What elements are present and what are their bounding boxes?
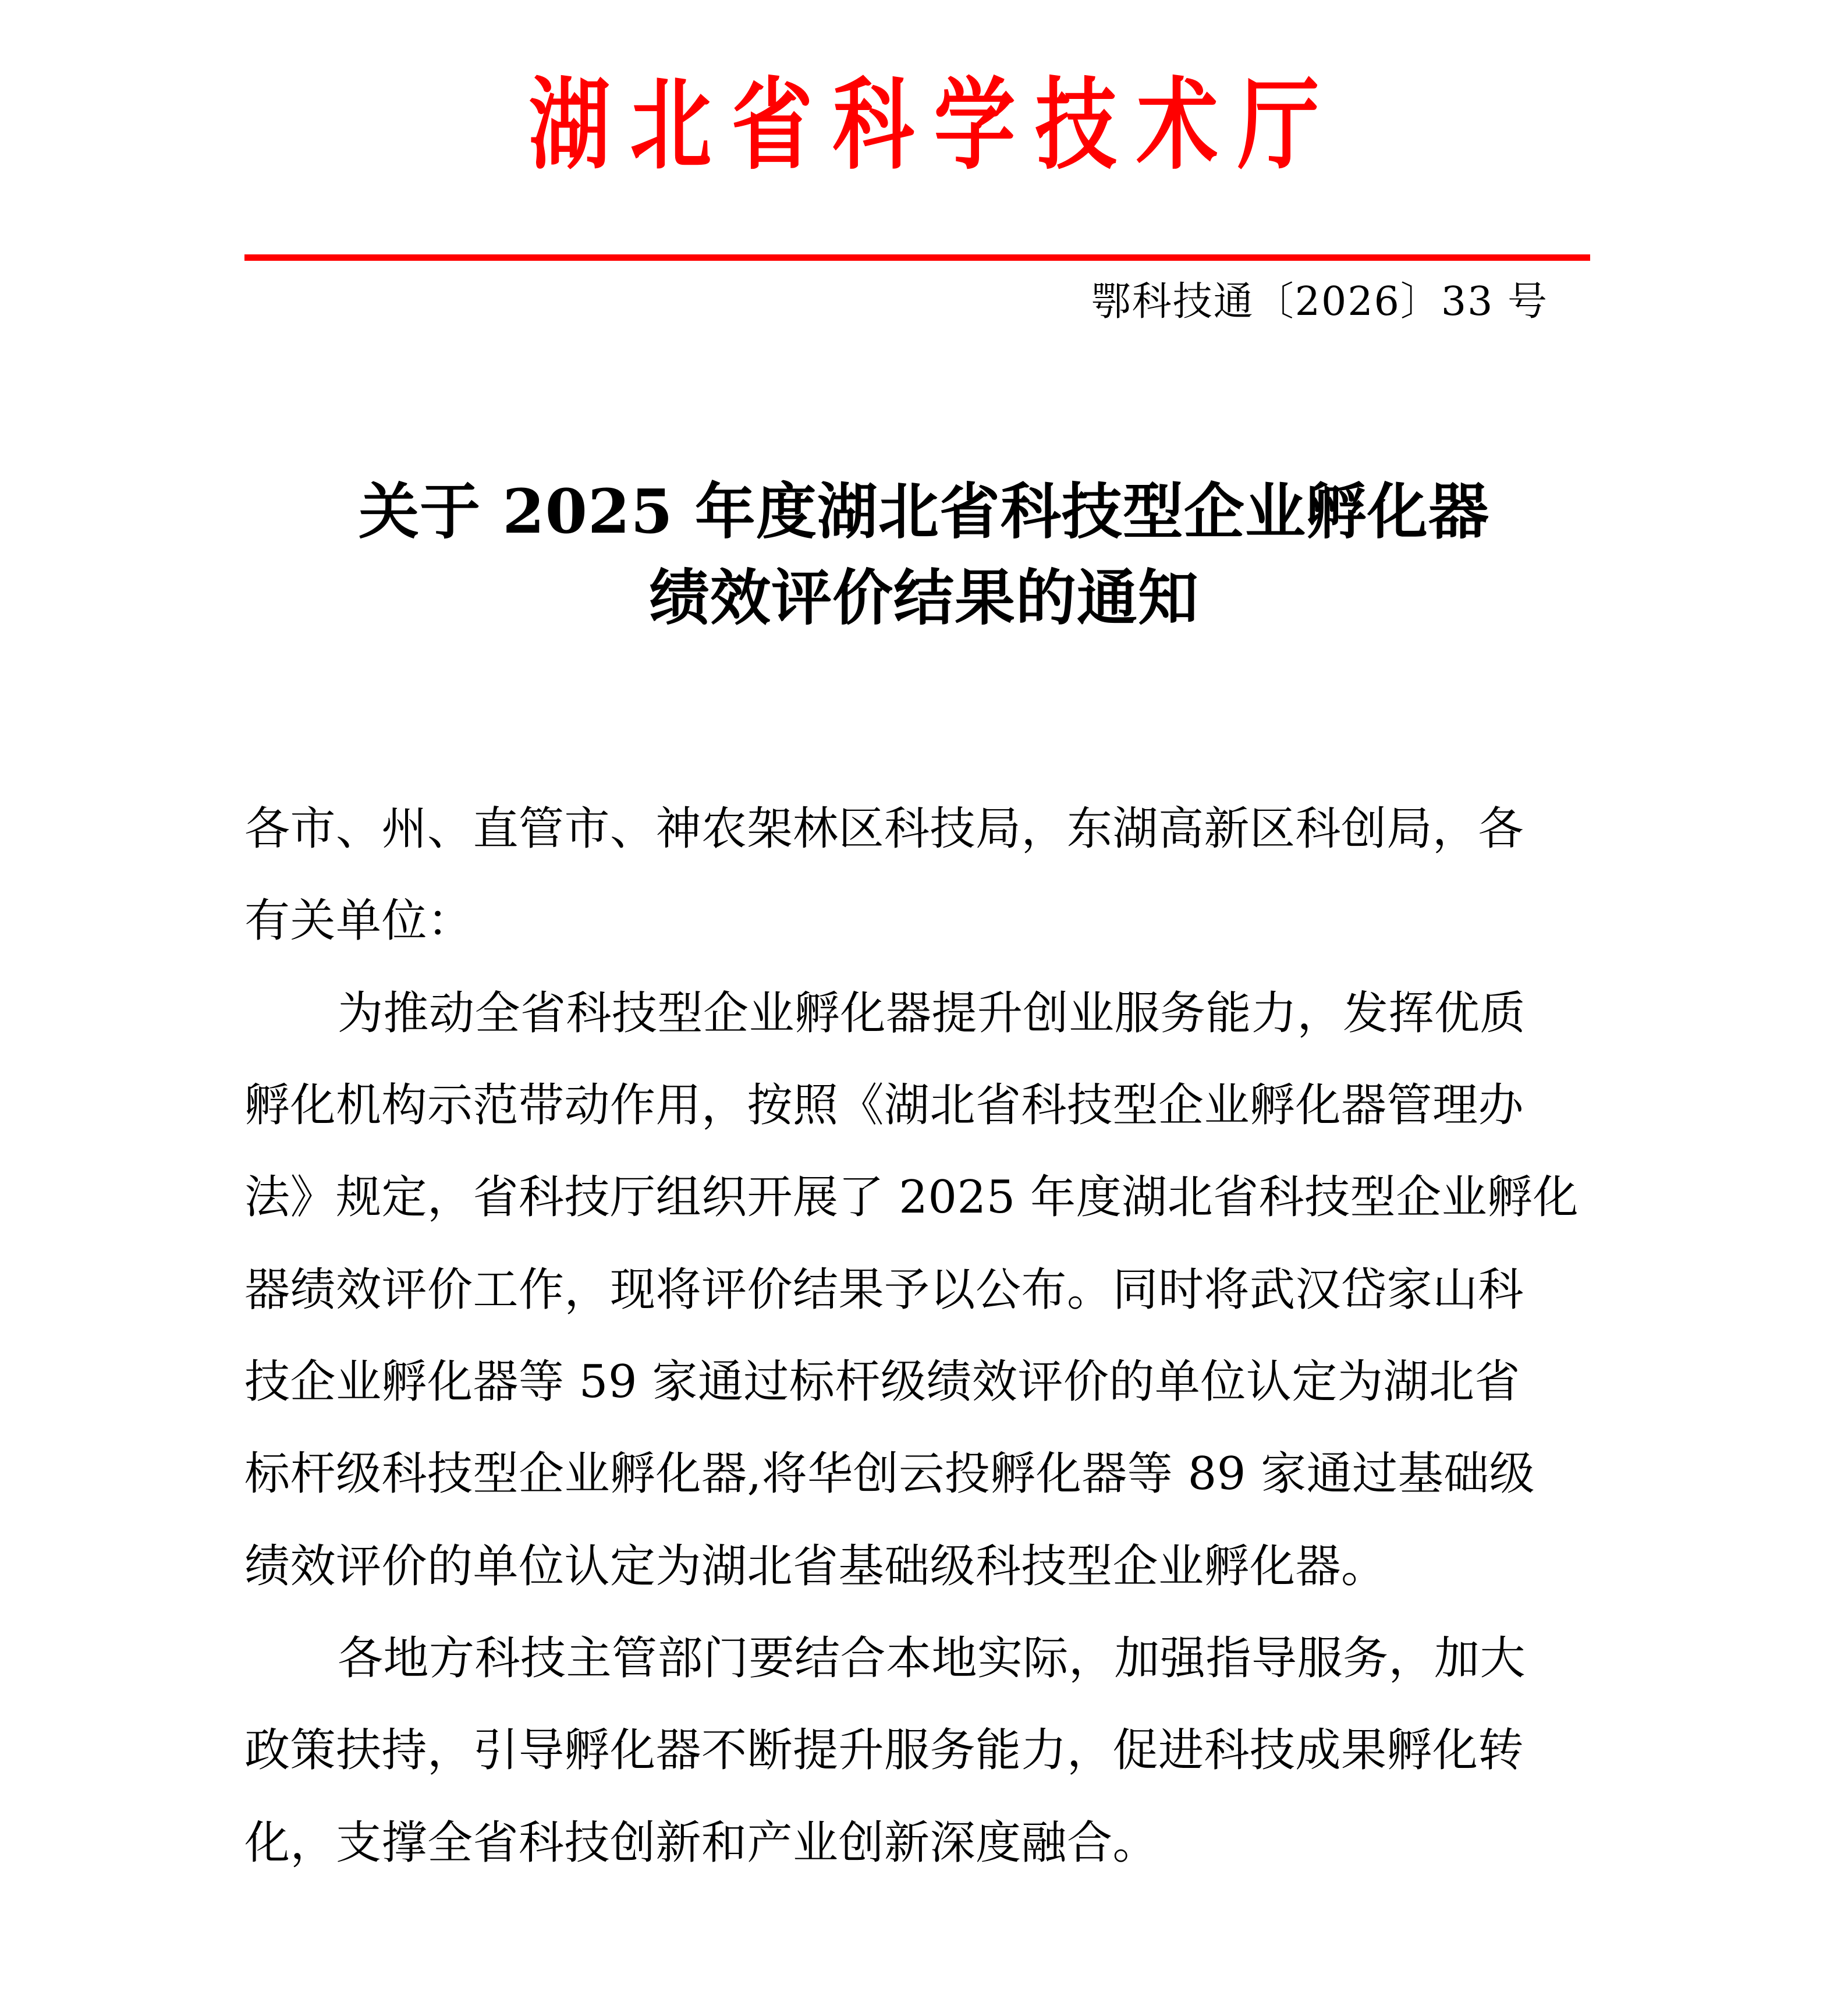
paragraph-1-line-2: 孵化机构示范带动作用，按照《湖北省科技型企业孵化器管理办: [244, 1079, 1524, 1132]
document-title-line-2: 绩效评价结果的通知: [648, 561, 1199, 633]
document-body: [244, 783, 1606, 1889]
document-number: 鄂科技通〔2026〕33 号: [1091, 279, 1548, 325]
addressee-line-1: 各市、州、直管市、神农架林区科技局，东湖高新区科创局，各: [244, 803, 1524, 855]
document-title: [0, 469, 1848, 640]
masthead-red-rule: [244, 254, 1590, 261]
document-title-line-1: 关于 2025 年度湖北省科技型企业孵化器: [359, 476, 1489, 547]
paragraph-1-line-4: 器绩效评价工作，现将评价结果予以公布。同时将武汉岱家山科: [244, 1263, 1524, 1316]
paragraph-1-line-3: 法》规定，省科技厅组织开展了 2025 年度湖北省科技型企业孵化: [244, 1171, 1579, 1224]
paragraph-2-line-3: 化，支撑全省科技创新和产业创新深度融合。: [244, 1816, 1159, 1869]
paragraph-2-line-2: 政策扶持，引导孵化器不断提升服务能力，促进科技成果孵化转: [244, 1724, 1524, 1777]
document-number-row: [0, 278, 1548, 326]
paragraph-1-line-5: 技企业孵化器等 59 家通过标杆级绩效评价的单位认定为湖北省: [244, 1355, 1520, 1408]
paragraph-2-line-1: 各地方科技主管部门要结合本地实际，加强指导服务，加大: [338, 1632, 1526, 1685]
agency-name-heading: 湖北省科学技术厅: [528, 67, 1339, 184]
paragraph-1-line-6: 标杆级科技型企业孵化器,将华创云投孵化器等 89 家通过基础级: [244, 1448, 1535, 1501]
addressee-line-2: 有关单位：: [244, 895, 473, 948]
paragraph-1-line-1: 为推动全省科技型企业孵化器提升创业服务能力，发挥优质: [338, 987, 1526, 1040]
paragraph-1-line-7: 绩效评价的单位认定为湖北省基础级科技型企业孵化器。: [244, 1540, 1387, 1593]
masthead: [0, 67, 1848, 184]
